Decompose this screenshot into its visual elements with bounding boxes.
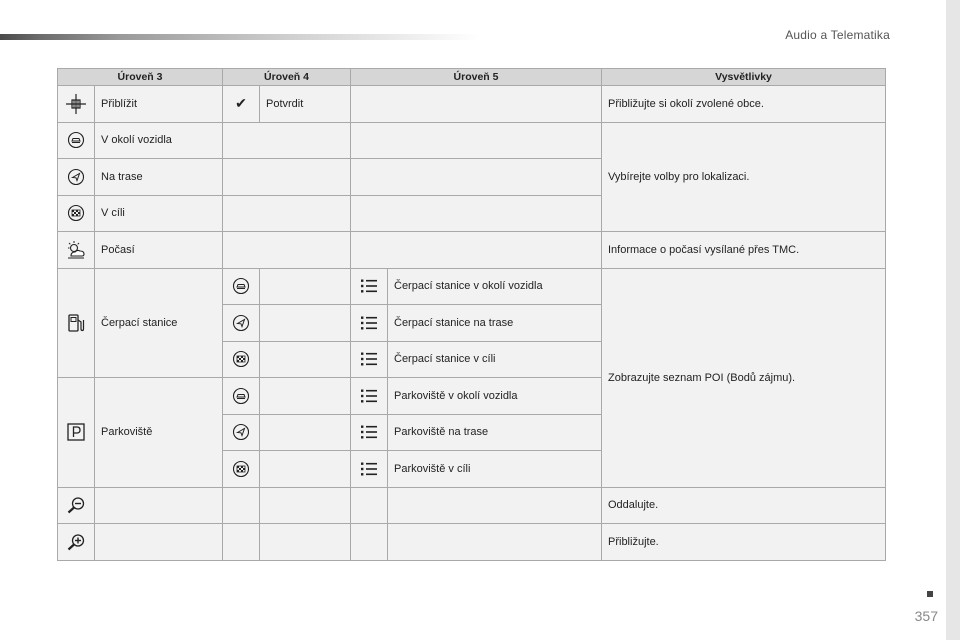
level3-at-destination-label: V cíli [95, 195, 223, 232]
level4-empty [260, 524, 351, 561]
table-row [58, 86, 886, 123]
fuel-cell [58, 268, 95, 378]
route-arrow-circle-icon [67, 168, 85, 186]
header-explanations: Vysvětlivky [602, 69, 886, 86]
level3-on-route-label: Na trase [95, 159, 223, 196]
list-icon [360, 461, 378, 477]
table-row [58, 524, 886, 561]
explanation-zoom-in: Přibližujte. [602, 524, 886, 561]
table-row [58, 487, 886, 524]
level3-zoom-in-label: Přiblížit [95, 86, 223, 123]
parking-list-cell [351, 414, 388, 451]
table-row [58, 232, 886, 269]
header-level-3: Úroveň 3 [58, 69, 223, 86]
zoom-out-icon [66, 496, 86, 514]
parking-on-route-cell [223, 414, 260, 451]
parking-at-destination-cell [223, 451, 260, 488]
car-circle-icon [232, 387, 250, 405]
crosshair-zoom-icon [65, 93, 87, 115]
zoom-out-cell [58, 487, 95, 524]
weather-icon [65, 240, 87, 260]
level4-empty [260, 268, 351, 305]
level5-fuel-at-destination: Čerpací stanice v cíli [388, 341, 602, 378]
table-header-row [58, 69, 886, 86]
explanation-weather: Informace o počasí vysílané přes TMC. [602, 232, 886, 269]
fuel-list-cell [351, 305, 388, 342]
level3-around-vehicle-label: V okolí vozidla [95, 122, 223, 159]
list-icon [360, 278, 378, 294]
level4-empty [223, 232, 351, 269]
level3-empty [95, 487, 223, 524]
level4-empty [223, 195, 351, 232]
level5-empty [351, 86, 602, 123]
around-vehicle-cell [58, 122, 95, 159]
page-number: 357 [914, 608, 938, 624]
zoom-cell [58, 86, 95, 123]
level3-empty [95, 524, 223, 561]
parking-icon [66, 422, 86, 442]
car-circle-icon [67, 131, 85, 149]
level5-empty [351, 524, 388, 561]
level4-empty [260, 378, 351, 415]
fuel-on-route-cell [223, 305, 260, 342]
level3-fuel-label: Čerpací stanice [95, 268, 223, 378]
level5-empty [351, 159, 602, 196]
weather-cell [58, 232, 95, 269]
list-icon [360, 351, 378, 367]
level5-parking-at-destination: Parkoviště v cíli [388, 451, 602, 488]
level4-empty [223, 159, 351, 196]
destination-flag-circle-icon [67, 204, 85, 222]
parking-list-cell [351, 378, 388, 415]
level5-empty [351, 487, 388, 524]
level5-empty [351, 195, 602, 232]
parking-cell [58, 378, 95, 488]
page-side-strip [946, 0, 960, 640]
section-title: Audio a Telematika [785, 28, 890, 42]
on-route-cell [58, 159, 95, 196]
parking-around-vehicle-cell [223, 378, 260, 415]
footer-marker [927, 591, 933, 597]
level4-empty [223, 487, 260, 524]
level4-empty [260, 414, 351, 451]
header-level-4: Úroveň 4 [223, 69, 351, 86]
fuel-list-cell [351, 268, 388, 305]
list-icon [360, 388, 378, 404]
explanation-zoom-in-area: Přibližujte si okolí zvolené obce. [602, 86, 886, 123]
level4-empty [223, 122, 351, 159]
fuel-pump-icon [66, 312, 86, 334]
level4-empty [260, 451, 351, 488]
route-arrow-circle-icon [232, 314, 250, 332]
confirm-cell [223, 86, 260, 123]
checkmark-icon: ✔ [235, 95, 247, 112]
destination-flag-circle-icon [232, 460, 250, 478]
explanation-zoom-out: Oddalujte. [602, 487, 886, 524]
fuel-around-vehicle-cell [223, 268, 260, 305]
car-circle-icon [232, 277, 250, 295]
route-arrow-circle-icon [232, 423, 250, 441]
level5-fuel-around-vehicle: Čerpací stanice v okolí vozidla [388, 268, 602, 305]
level3-weather-label: Počasí [95, 232, 223, 269]
level5-empty [388, 487, 602, 524]
level5-parking-on-route: Parkoviště na trase [388, 414, 602, 451]
level4-empty [260, 341, 351, 378]
fuel-list-cell [351, 341, 388, 378]
level5-parking-around-vehicle: Parkoviště v okolí vozidla [388, 378, 602, 415]
header-gradient-bar [0, 34, 480, 40]
header-level-5: Úroveň 5 [351, 69, 602, 86]
list-icon [360, 315, 378, 331]
level5-empty [351, 122, 602, 159]
table-row [58, 122, 886, 159]
parking-list-cell [351, 451, 388, 488]
level4-empty [260, 487, 351, 524]
explanation-location: Vybírejte volby pro lokalizaci. [602, 122, 886, 232]
destination-flag-circle-icon [232, 350, 250, 368]
list-icon [360, 424, 378, 440]
menu-table [57, 68, 886, 561]
level5-fuel-on-route: Čerpací stanice na trase [388, 305, 602, 342]
zoom-in-icon [66, 533, 86, 551]
level4-empty [223, 524, 260, 561]
level4-empty [260, 305, 351, 342]
table-row [58, 268, 886, 305]
level3-parking-label: Parkoviště [95, 378, 223, 488]
fuel-at-destination-cell [223, 341, 260, 378]
level4-confirm-label: Potvrdit [260, 86, 351, 123]
zoom-in-cell [58, 524, 95, 561]
level5-empty [351, 232, 602, 269]
level5-empty [388, 524, 602, 561]
explanation-poi: Zobrazujte seznam POI (Bodů zájmu). [602, 268, 886, 487]
at-destination-cell [58, 195, 95, 232]
